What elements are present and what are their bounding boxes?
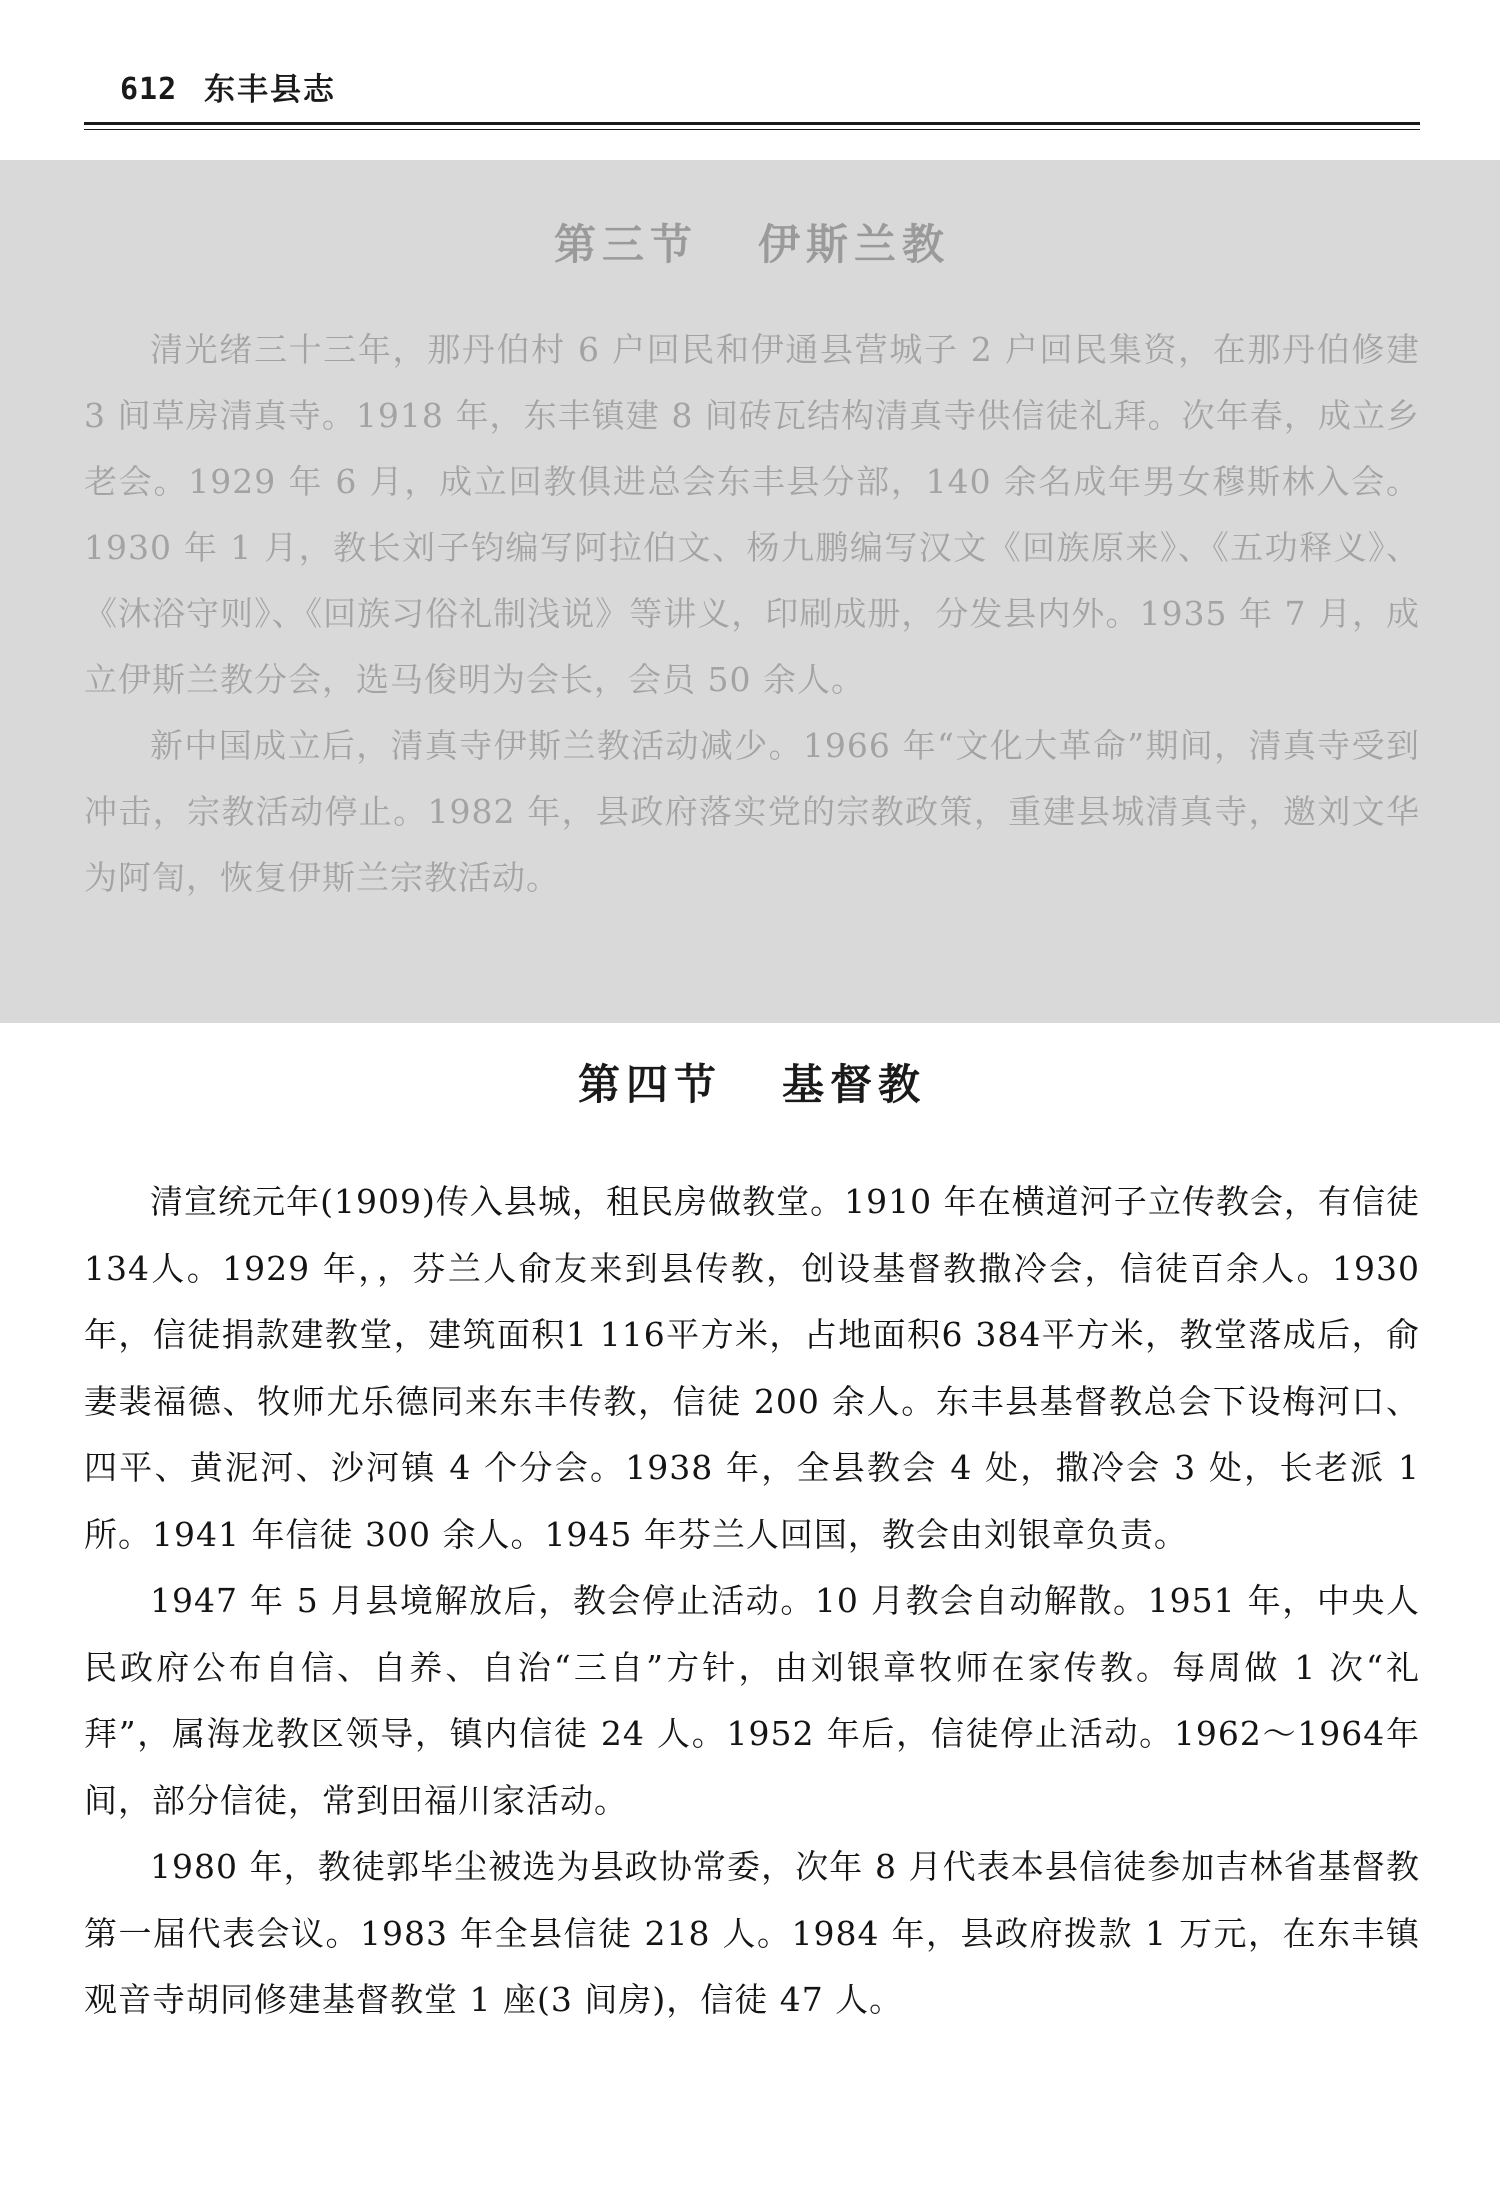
section-name: 基督教	[782, 1060, 927, 1109]
section-title-christianity	[84, 1055, 1420, 1115]
section-christianity	[84, 1055, 1420, 2034]
page-number: 612	[120, 72, 178, 107]
paragraph: 清宣统元年(1909)传入县城，租民房做教堂。1910 年在横道河子立传教会，有信徒134人。1929 年，，芬兰人俞友来到县传教，创设基督教撒冷会，信徒百余人。1930 年，信徒捐款建教堂，建筑面积1 116平方米，占地面积6 384平方米，教堂落成后，俞妻裴福德、牧师尤乐德同来东丰传教，信徒 200 余人。东丰县基督教总会下设梅河口、四平、黄泥河、沙河镇 4 个分会。1938 年，全县教会 4 处，撒冷会 3 处，长老派 1 所。1941 年信徒 300 余人。1945 年芬兰人回国，教会由刘银章负责。	[84, 1182, 1420, 1554]
header-rule-thin	[84, 129, 1420, 130]
header-rule-thick	[84, 122, 1420, 125]
paragraph: 1947 年 5 月县境解放后，教会停止活动。10 月教会自动解散。1951 年，中央人民政府公布自信、自养、自治“三自”方针，由刘银章牧师在家传教。每周做 1 次“礼拜”，属海龙教区领导，镇内信徒 24 人。1952 年后，信徒停止活动。1962～1964年间，部分信徒，常到田福川家活动。	[84, 1581, 1420, 1820]
section-islam	[84, 215, 1420, 911]
paragraph: 新中国成立后，清真寺伊斯兰教活动减少。1966 年“文化大革命”期间，清真寺受到冲击，宗教活动停止。1982 年，县政府落实党的宗教政策，重建县城清真寺，邀刘文华为阿訇，恢复伊斯兰宗教活动。	[84, 726, 1420, 897]
section-title-islam	[84, 215, 1420, 275]
section-number: 第三节	[553, 220, 698, 269]
section-name: 伊斯兰教	[758, 220, 951, 269]
book-title: 东丰县志	[204, 72, 336, 108]
paragraph: 1980 年，教徒郭毕尘被选为县政协常委，次年 8 月代表本县信徒参加吉林省基督教第一届代表会议。1983 年全县信徒 218 人。1984 年，县政府拨款 1 万元，在东丰镇观音寺胡同修建基督教堂 1 座(3 间房)，信徒 47 人。	[84, 1847, 1420, 2019]
section-number: 第四节	[577, 1060, 722, 1109]
paragraph: 清光绪三十三年，那丹伯村 6 户回民和伊通县营城子 2 户回民集资，在那丹伯修建 3 间草房清真寺。1918 年，东丰镇建 8 间砖瓦结构清真寺供信徒礼拜。次年春，成立乡老会。1929 年 6 月，成立回教俱进总会东丰县分部，140 余名成年男女穆斯林入会。1930 年 1 月，教长刘子钧编写阿拉伯文、杨九鹏编写汉文《回族原来》、《五功释义》、《沐浴守则》、《回族习俗礼制浅说》等讲义，印刷成册，分发县内外。1935 年 7 月，成立伊斯兰教分会，选马俊明为会长，会员 50 余人。	[84, 330, 1420, 699]
page-header	[84, 70, 1420, 126]
